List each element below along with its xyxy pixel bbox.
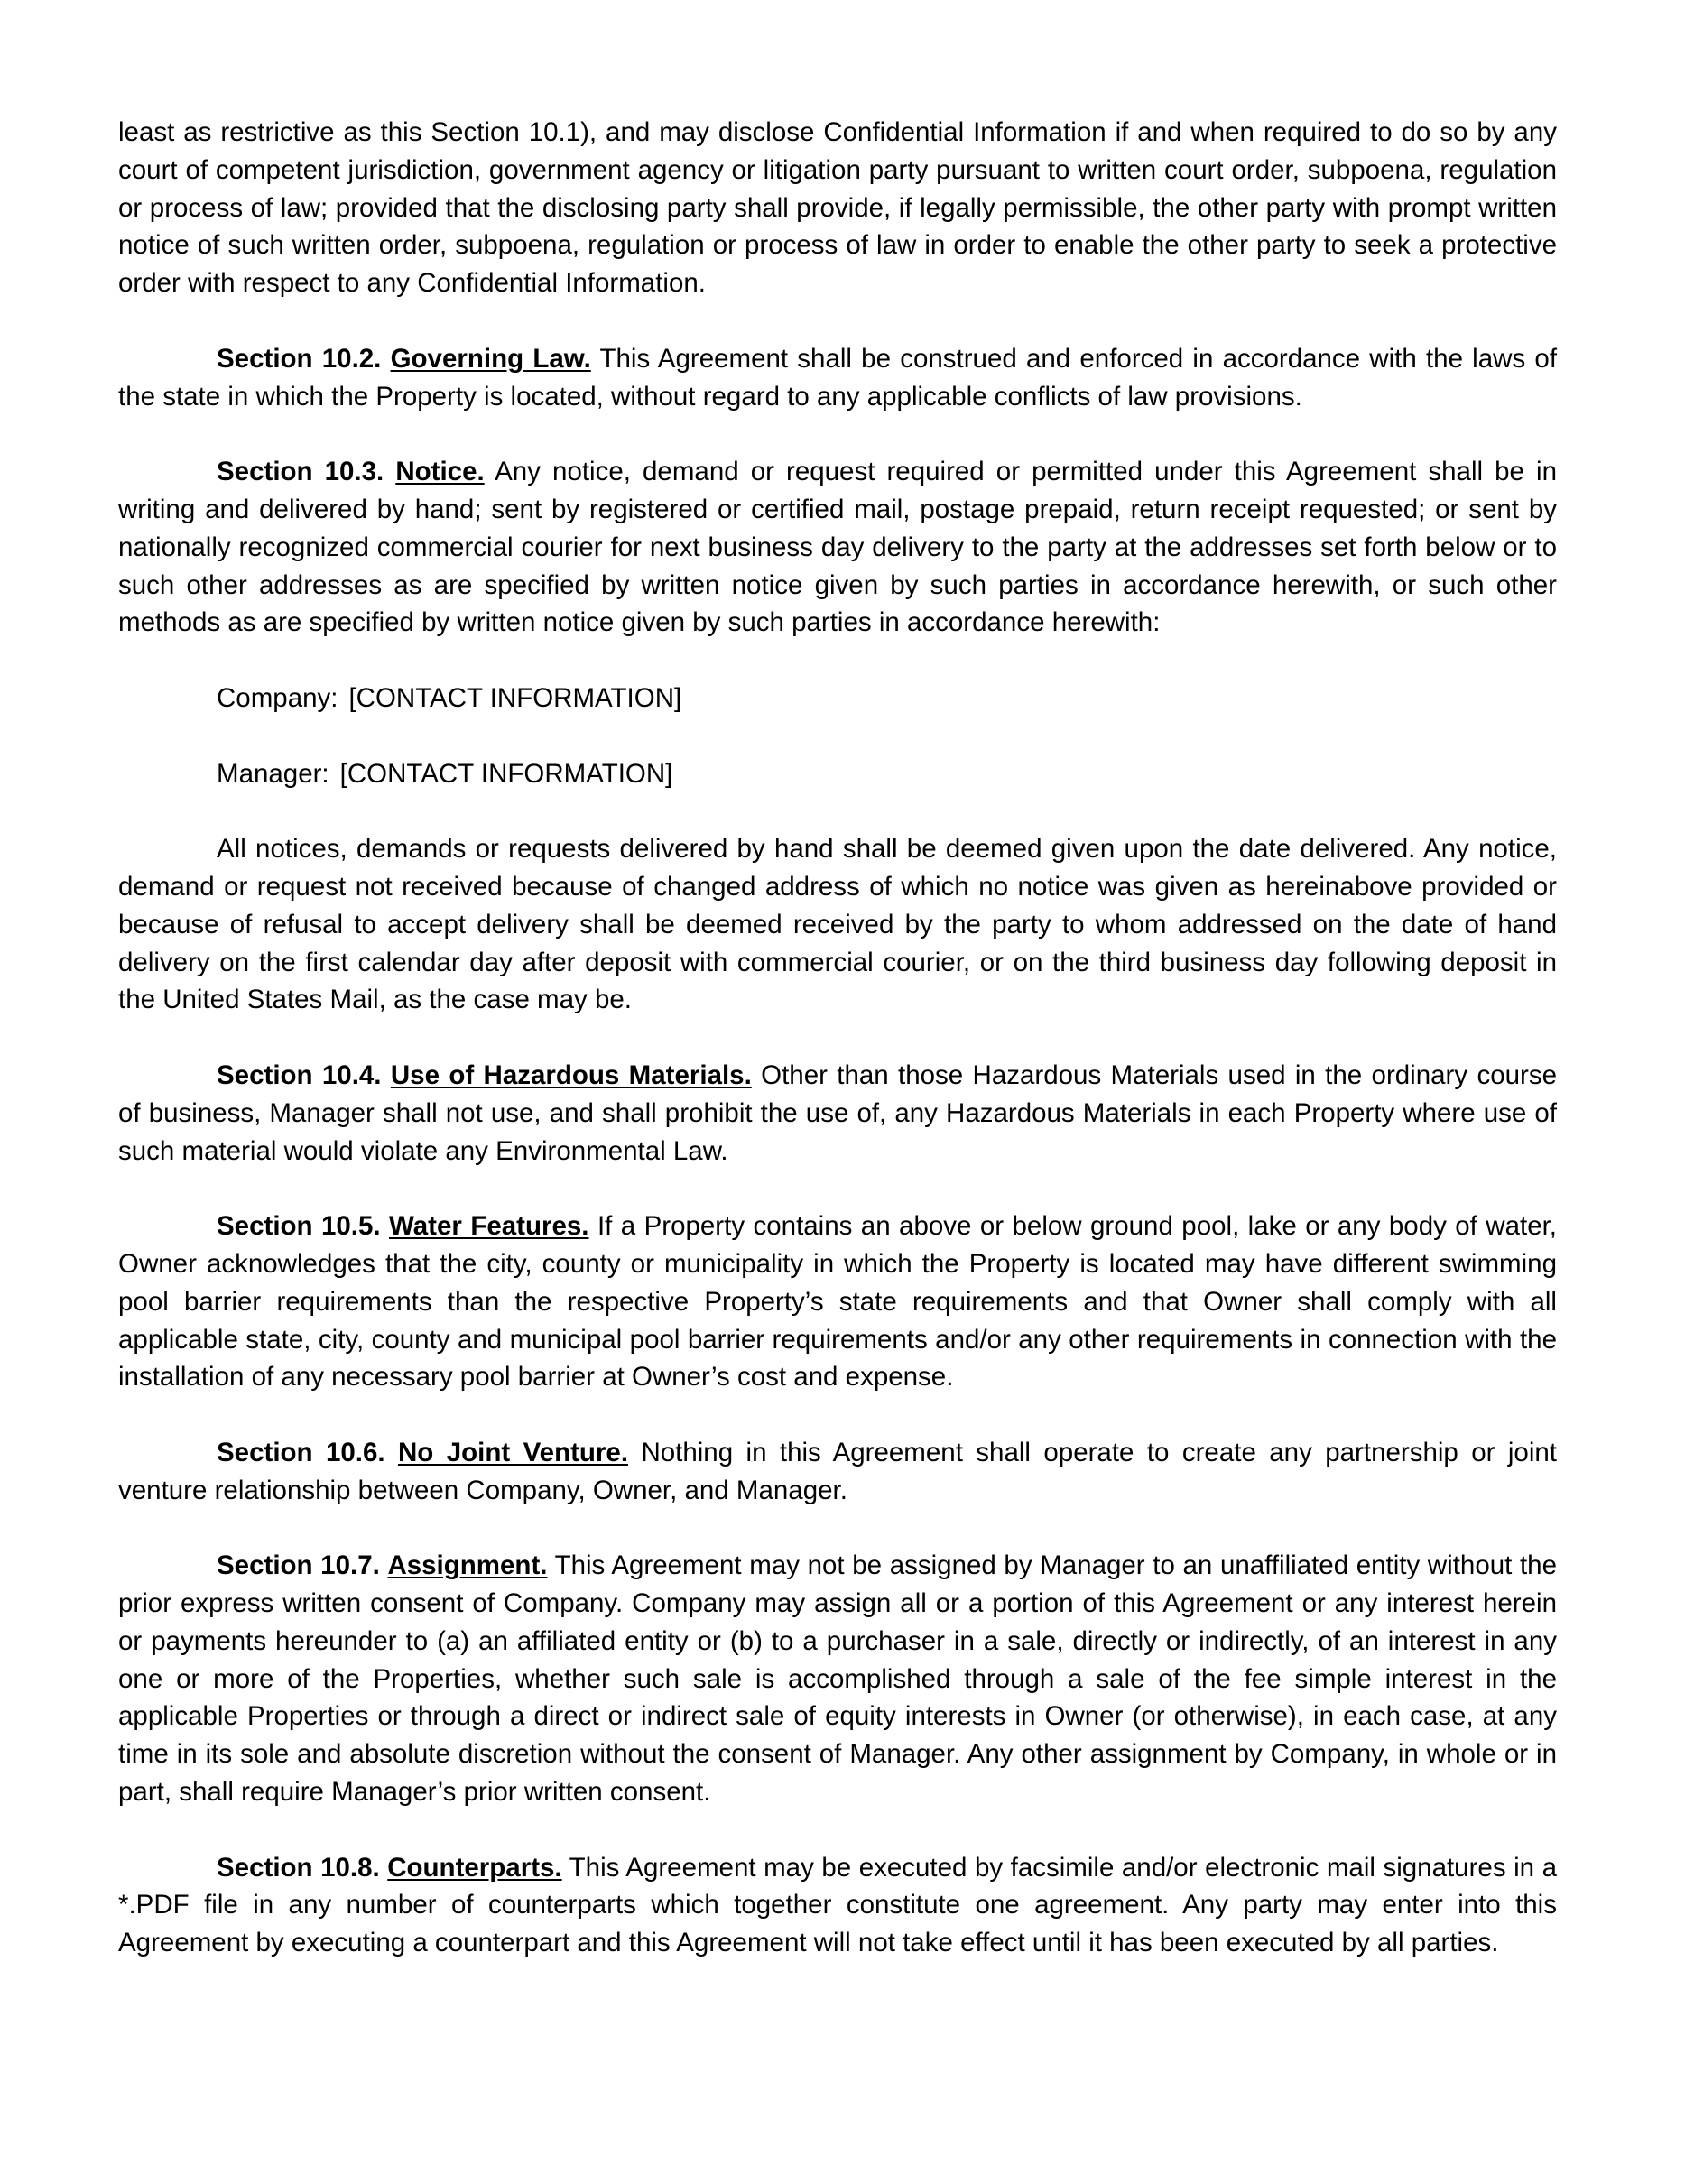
section-body: This Agreement may be executed by facsimile and/or electronic mail signatures in a *.PDF file in any number of counterparts which together constitute one agreement. Any party may enter into this Agreement by executing a counterpart and this Agreement will not take effect until it has been executed by all parties. — [118, 1852, 1557, 1958]
section-title: No Joint Venture. — [398, 1437, 629, 1467]
intro-paragraph: least as restrictive as this Section 10.1), and may disclose Confidential Information if and when required to do so by any court of competent jurisdiction, government agency or litigation party pursuant to written court order, subpoena, regulation or process of law; provided that the disclosing party shall provide, if legally permissible, the other party with prompt written notice of such written order, subpoena, regulation or process of law in order to enable the other party to seek a protective order with respect to any Confidential Information. — [118, 117, 1557, 299]
section-title: Governing Law. — [390, 343, 591, 374]
section-10-3 — [118, 453, 1557, 642]
section-body: This Agreement may not be assigned by Manager to an unaffiliated entity without the prior express written consent of Company. Company may assign all or a portion of this Agreement or any interest herein or payments hereunder to (a) an affiliated entity or (b) to a purchaser in a sale, directly or indirectly, of an interest in any one or more of the Properties, whether such sale is accomplished through a sale of the fee simple interest in the applicable Properties or through a direct or indirect sale of equity interests in Owner (or otherwise), in each case, at any time in its sole and absolute discretion without the consent of Manager. Any other assignment by Company, in whole or in part, shall require Manager’s prior written consent. — [118, 1550, 1557, 1808]
section-body: Any notice, demand or request required or permitted under this Agreement shall be in writing and delivered by hand; sent by registered or certified mail, postage prepaid, return receipt requested; or sent by nationally recognized commercial courier for next business day delivery to the party at the addresses set forth below or to such other addresses as are specified by written notice given by such parties in accordance herewith, or such other methods as are specified by written notice given by such parties in accordance herewith: — [118, 457, 1557, 638]
section-10-7 — [118, 1547, 1557, 1811]
contact-value: [CONTACT INFORMATION] — [339, 758, 673, 789]
section-number: Section 10.3. — [217, 457, 384, 487]
contact-manager — [118, 755, 1557, 793]
section-title: Assignment. — [387, 1550, 548, 1581]
section-body: This Agreement shall be construed and enforced in accordance with the laws of the state in which the Property is located, without regard to any applicable conflicts of law provisions. — [118, 343, 1558, 412]
section-10-2 — [118, 340, 1557, 416]
section-number: Section 10.6. — [217, 1437, 385, 1467]
section-title: Water Features. — [389, 1211, 589, 1242]
section-10-4 — [118, 1057, 1557, 1170]
section-10-6 — [118, 1434, 1557, 1510]
contact-value: [CONTACT INFORMATION] — [348, 682, 682, 713]
section-number: Section 10.2. — [217, 343, 382, 374]
contact-company — [118, 680, 1557, 717]
contact-label: Manager: — [217, 758, 329, 789]
section-number: Section 10.7. — [217, 1550, 380, 1581]
section-body: Nothing in this Agreement shall operate to create any partnership or joint venture relationship between Company, Owner, and Manager. — [118, 1437, 1557, 1505]
section-body: If a Property contains an above or below ground pool, lake or any body of water, Owner acknowledges that the city, county or municipality in which the Property is located may have different swimming pool barrier requirements than the respective Property’s state requirements and that Owner shall comply with all applicable state, city, county and municipal pool barrier requirements and/or any other requirements in connection with the installation of any necessary pool barrier at Owner’s cost and expense. — [118, 1211, 1558, 1393]
section-title: Notice. — [395, 457, 485, 487]
section-10-5 — [118, 1208, 1557, 1396]
section-body: Other than those Hazardous Materials used in the ordinary course of business, Manager shall not use, and shall prohibit the use of, any Hazardous Materials in each Property where use of such material would violate any Environmental Law. — [118, 1060, 1558, 1166]
notice-followup-paragraph: All notices, demands or requests delivered by hand shall be deemed given upon the date delivered. Any notice, demand or request not received because of changed address of which no notice was given as hereinabove provided or because of refusal to accept delivery shall be deemed received by the party to whom addressed on the date of hand delivery on the first calendar day after deposit with commercial courier, or on the third business day following deposit in the United States Mail, as the case may be. — [118, 834, 1557, 1015]
section-number: Section 10.4. — [217, 1060, 382, 1090]
document-page — [118, 114, 1557, 2000]
section-title: Counterparts. — [387, 1852, 562, 1883]
section-title: Use of Hazardous Materials. — [390, 1060, 752, 1090]
contact-label: Company: — [217, 682, 338, 713]
section-number: Section 10.5. — [217, 1211, 381, 1242]
section-10-8 — [118, 1849, 1557, 1962]
section-number: Section 10.8. — [217, 1852, 380, 1883]
